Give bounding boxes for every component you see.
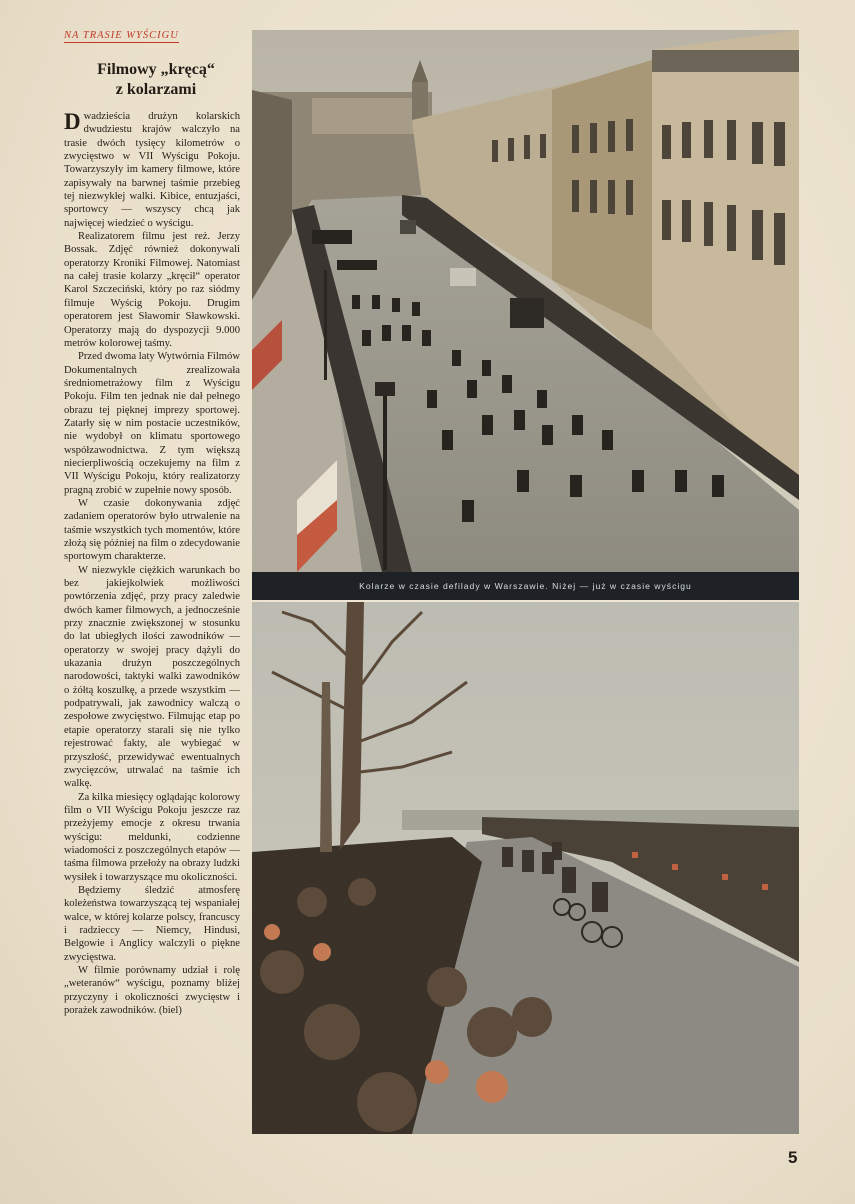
headline-line-2: z kolarzami [115,81,197,98]
photo-caption: Kolarze w czasie defilady w Warszawie. Niżej — już w czasie wyścigu [252,572,799,600]
article-paragraph: Dwadzieścia drużyn kolarskich dwudziestu krajów walczyło na trasie dwóch tysięcy kilometrów o zwycięstwo w VII Wyścigu Pokoju. Towarzyszyły im kamery filmowe, które zapisywały na barwnej taśmie przebieg tej niezwykłej walki. Kibice, entuzjaści, sportowcy — wszyscy chcą jak najwięcej wiedzieć o wyścigu. [64,109,240,229]
article-body [64,110,240,1017]
page-number: 5 [788,1148,798,1167]
article-paragraph: Przed dwoma laty Wytwórnia Filmów Dokumentalnych zrealizowała średniometrażowy film z Wyścigu Pokoju. Film ten jednak nie dał pełnego obrazu tej pięknej imprezy sportowej. Zatarły się w nim postacie uczestników, nie wydobył on klimatu sportowego współzawodnictwa. Z tym większą niecierpliwością oczekujemy na film z VII Wyścigu Pokoju, który realizatorzy pragną zrobić w zupełnie nowy sposób. [64,351,240,496]
article-headline [58,60,254,100]
parade-photo-image [252,30,799,572]
drop-cap: D [64,109,81,134]
article-paragraph: Za kilka miesięcy oglądając kolorowy film o VII Wyścigu Pokoju jeszcze raz przeżyjemy emocje z okresu trwania wyścigu: meldunki, codzienne wiadomości z poszczególnych etapów — taśma filmowa przełoży na obrazy ludzki wysiłek i towarzyszące mu okoliczności. [64,791,240,883]
article-paragraph: W czasie dokonywania zdjęć zadaniem operatorów było utrwalenie na taśmie wszystkich tych momentów, które złożą się później na film o zdecydowanie sportowym charakterze. [64,497,240,563]
article-paragraph: W filmie porównamy udział i rolę „weteranów“ wyścigu, poznamy bliżej przyczyny i okoliczności zwycięstw i porażek zawodników. (biel) [64,965,240,1017]
race-photo [252,602,799,1134]
race-photo-image [252,602,799,1134]
headline-line-1: Filmowy „kręcą“ [97,61,215,78]
article-paragraph: Będziemy śledzić atmosferę koleżeństwa towarzyszącą tej wspaniałej walce, w której kolarze polscy, francuscy i radzieccy — Niemcy, Hindusi, Belgowie i Anglicy walczyli o piękne zwycięstwa. [64,884,240,963]
section-label: NA TRASIE WYŚCIGU [64,30,179,41]
parade-photo [252,30,799,572]
article-paragraph: W niezwykle ciężkich warunkach bo bez jakiejkolwiek możliwości powtórzenia zdjęć, przy pracy zaledwie dwóch kamer filmowych, a jednocześnie przy znacznie zwiększonej w stosunku do lat ubiegłych ilości zawodników — operatorzy w swojej pracy dążyli do ukazania drużyn poszczególnych narodowości, taktyki walki zawodników o żółtą koszulkę, a przede wszystkim — podpatrywali, jak zawodnicy walczą o zespołowe zwycięstwo. Filmując etap po etapie operatorzy starali się nie tylko rejestrować fakty, ale wybiegać w przyszłość, przewidywać ewentualnych zwycięzców, utrwalać na taśmie ich walkę. [64,564,240,790]
article-paragraph: Realizatorem filmu jest reż. Jerzy Bossak. Zdjęć również dokonywali operatorzy Kroniki Filmowej. Natomiast na całej trasie kolarzy „kręcił“ operator Karol Szczeciński, który po raz siódmy filmuje Wyścig Pokoju. Drugim operatorem jest Sławomir Sławkowski. Operatorzy mają do dyspozycji 9.000 metrów kolorowej taśmy. [64,231,240,349]
